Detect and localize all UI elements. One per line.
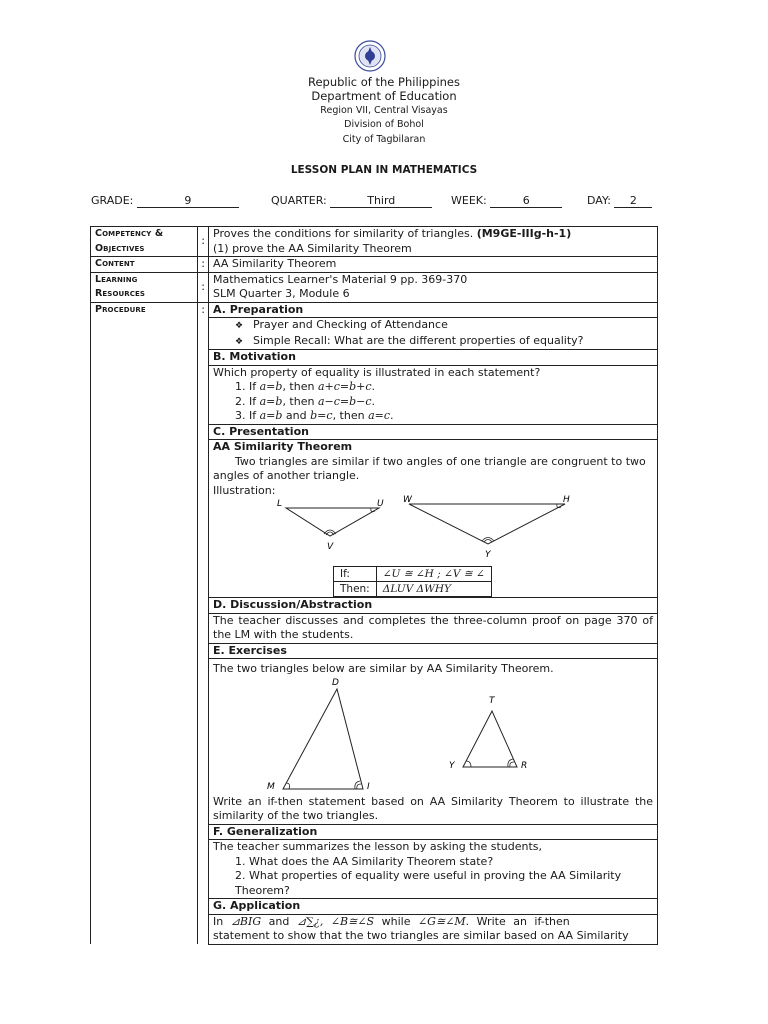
content-text: AA Similarity Theorem [209, 257, 658, 273]
colon: : [198, 227, 209, 257]
grade-field [91, 194, 239, 208]
theorem-title: AA Similarity Theorem [213, 440, 353, 453]
resources-label: Learning Resources [91, 272, 198, 302]
week-value: 6 [490, 194, 562, 208]
vertex-label: L [277, 499, 283, 509]
resources-cell [209, 272, 658, 302]
competency-text: Proves the conditions for similarity of triangles. [213, 227, 474, 240]
deped-seal-logo [354, 40, 386, 72]
vertex-label: D [332, 677, 339, 688]
angle-mark [484, 540, 492, 543]
section-a-content [209, 318, 658, 350]
department-heading: Department of Education [311, 89, 457, 103]
city-heading: City of Tagbilaran [342, 134, 426, 145]
list-item: ❖ Simple Recall: What are the different properties of equality? [235, 333, 584, 347]
angle-mark [466, 761, 471, 767]
list-item: 3. If a=b and b=c, then a=c. [235, 409, 394, 422]
section-c-title: C. Presentation [209, 424, 658, 440]
triangle-sim: ⊿∑¿, [296, 914, 324, 928]
list-item: 1. What does the AA Similarity Theorem state? [235, 854, 494, 868]
vertex-label: H [563, 495, 570, 505]
angle-mark [510, 762, 514, 767]
section-g-content: In ⊿BIG and ⊿∑¿, ∠B≅∠S while ∠G≅∠M. Write an if-then statement to show that the two triangles are similar based on AA Similarity [209, 914, 658, 944]
division-heading: Division of Bohol [344, 119, 424, 130]
triangle-dmi [283, 689, 363, 789]
vertex-label: U [377, 499, 384, 509]
quarter-value: Third [330, 194, 432, 208]
then-value: ΔLUV ΔWHY [376, 582, 491, 597]
competency-row [91, 227, 658, 257]
content-label: Content [91, 257, 198, 273]
triangle-luv [286, 508, 379, 536]
day-label: DAY: [587, 194, 611, 207]
competency-label: Competency & Objectives [91, 227, 198, 257]
triangle-illustration [213, 494, 653, 564]
objective-text: (1) prove the AA Similarity Theorem [213, 241, 412, 255]
then-label: Then: [334, 582, 377, 597]
content-row [91, 257, 658, 273]
procedure-row [91, 302, 658, 318]
section-a-title: A. Preparation [209, 302, 658, 318]
quarter-label: QUARTER: [271, 194, 327, 207]
vertex-label: Y [485, 550, 491, 560]
section-b-content [209, 365, 658, 424]
section-f-title: F. Generalization [209, 824, 658, 840]
day-field [587, 194, 652, 208]
republic-heading: Republic of the Philippines [307, 75, 461, 89]
section-c-content [209, 440, 658, 598]
day-value: 2 [614, 194, 652, 208]
if-then-table [333, 566, 492, 597]
colon: : [198, 257, 209, 273]
quarter-field [271, 194, 432, 208]
exercise-triangles [213, 677, 653, 795]
grade-value: 9 [137, 194, 239, 208]
resource-item: Mathematics Learner's Material 9 pp. 369-370 [213, 272, 468, 286]
list-item: 2. What properties of equality were useful in proving the AA Similarity Theorem? [235, 869, 622, 897]
section-f-content [209, 840, 658, 899]
if-value: ∠U ≅ ∠H ; ∠V ≅ ∠ [376, 567, 491, 582]
angle-mark [286, 783, 290, 789]
section-e-content [209, 659, 658, 825]
vertex-label: R [521, 760, 528, 771]
vertex-label: I [367, 781, 370, 792]
week-field [451, 194, 562, 208]
resources-row [91, 272, 658, 302]
colon: : [198, 302, 209, 944]
section-d-content: The teacher discusses and completes the three-column proof on page 370 of the LM with the students. [209, 613, 658, 643]
list-item: 2. If a=b, then a−c=b−c. [235, 394, 376, 408]
triangle-tyr [463, 711, 517, 767]
motivation-question: Which property of equality is illustrated in each statement? [213, 365, 541, 379]
vertex-label: V [327, 542, 334, 552]
resource-item: SLM Quarter 3, Module 6 [213, 287, 350, 300]
vertex-label: W [403, 495, 412, 505]
illustration-label: Illustration: [213, 483, 276, 497]
angle-mark [357, 784, 361, 789]
colon: : [198, 272, 209, 302]
triangle-big: ⊿BIG [230, 914, 262, 928]
lesson-plan-table [90, 226, 658, 945]
vertex-label: M [267, 781, 275, 792]
region-heading: Region VII, Central Visayas [320, 105, 448, 116]
competency-code: (M9GE-IIIg-h-1) [476, 227, 572, 240]
vertex-label: T [489, 695, 495, 706]
list-item: ❖ Prayer and Checking of Attendance [235, 318, 448, 331]
section-g-title: G. Application [209, 899, 658, 915]
week-label: WEEK: [451, 194, 487, 207]
vertex-label: Y [449, 760, 455, 771]
application-text: statement to show that the two triangles are similar based on AA Similarity [213, 929, 629, 942]
exercise-task: Write an if-then statement based on AA Similarity Theorem to illustrate the similarity of the two triangles. [213, 794, 653, 822]
section-d-title: D. Discussion/Abstraction [209, 598, 658, 614]
section-e-title: E. Exercises [209, 643, 658, 659]
theorem-text: Two triangles are similar if two angles of one triangle are congruent to two angles of another triangle. [213, 454, 646, 482]
procedure-label: Procedure [91, 302, 198, 944]
list-item: 1. If a=b, then a+c=b+c. [235, 380, 376, 393]
if-label: If: [334, 567, 377, 582]
generalization-text: The teacher summarizes the lesson by asking the students, [213, 840, 543, 853]
lesson-plan-title: LESSON PLAN IN MATHEMATICS [290, 164, 478, 176]
grade-label: GRADE: [91, 194, 134, 207]
section-b-title: B. Motivation [209, 350, 658, 366]
exercise-text: The two triangles below are similar by AA Similarity Theorem. [213, 662, 554, 675]
competency-cell [209, 227, 658, 257]
